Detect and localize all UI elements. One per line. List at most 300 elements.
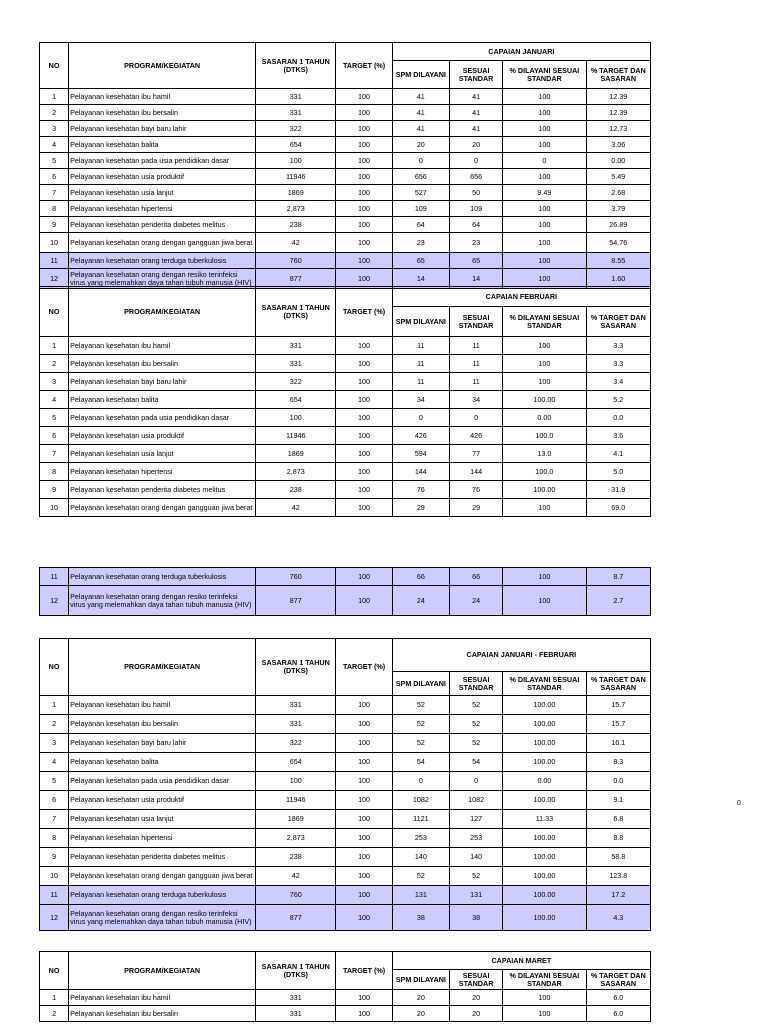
header-no: NO (40, 43, 69, 89)
table-row (40, 355, 651, 373)
row-sesuai-standar: 64 (449, 217, 502, 233)
row-sesuai-standar: 66 (449, 568, 502, 586)
row-program: Pelayanan kesehatan bayi baru lahir (69, 121, 256, 137)
row-spm-dilayani: 52 (392, 696, 449, 715)
row-sasaran: 42 (256, 499, 336, 517)
row-sasaran: 331 (256, 715, 336, 734)
row-no: 5 (40, 153, 69, 169)
row-target: 100 (336, 137, 392, 153)
row-sasaran: 100 (256, 409, 336, 427)
row-sesuai-standar: 253 (449, 829, 502, 848)
table-row (40, 201, 651, 217)
row-target: 100 (336, 169, 392, 185)
row-spm-dilayani: 23 (392, 233, 449, 253)
row-pct-target: 58.8 (586, 848, 650, 867)
header-no: NO (40, 287, 69, 337)
row-program: Pelayanan kesehatan ibu hamil (69, 696, 256, 715)
row-spm-dilayani: 527 (392, 185, 449, 201)
row-pct-target: 12.39 (586, 105, 650, 121)
row-no: 4 (40, 753, 69, 772)
row-spm-dilayani: 52 (392, 734, 449, 753)
row-target: 100 (336, 734, 392, 753)
row-target: 100 (336, 201, 392, 217)
row-pct-dilayani: 100 (503, 201, 586, 217)
row-pct-target: 0.00 (586, 153, 650, 169)
row-pct-dilayani: 100 (503, 89, 586, 105)
row-pct-target: 2.7 (586, 586, 650, 616)
table-row (40, 848, 651, 867)
row-program: Pelayanan kesehatan hipertensi (69, 201, 256, 217)
row-sesuai-standar: 38 (449, 905, 502, 931)
header-pct-dilayani: % DILAYANI SESUAI STANDAR (503, 970, 586, 990)
row-program: Pelayanan kesehatan usia produktif (69, 791, 256, 810)
row-sesuai-standar: 0 (449, 153, 502, 169)
row-sesuai-standar: 50 (449, 185, 502, 201)
row-program: Pelayanan kesehatan pada usia pendidikan dasar (69, 409, 256, 427)
table-row (40, 153, 651, 169)
row-sesuai-standar: 52 (449, 734, 502, 753)
row-sesuai-standar: 76 (449, 481, 502, 499)
table-row (40, 89, 651, 105)
row-program: Pelayanan kesehatan pada usia pendidikan dasar (69, 772, 256, 791)
row-sasaran: 42 (256, 233, 336, 253)
row-target: 100 (336, 233, 392, 253)
row-pct-target: 5.49 (586, 169, 650, 185)
header-pct-dilayani: % DILAYANI SESUAI STANDAR (503, 61, 586, 89)
row-pct-target: 12.73 (586, 121, 650, 137)
row-sasaran: 760 (256, 568, 336, 586)
row-target: 100 (336, 463, 392, 481)
row-sesuai-standar: 20 (449, 137, 502, 153)
row-sesuai-standar: 29 (449, 499, 502, 517)
row-pct-dilayani: 100 (503, 253, 586, 269)
row-program: Pelayanan kesehatan ibu bersalin (69, 105, 256, 121)
table-row (40, 445, 651, 463)
header-pct-target: % TARGET DAN SASARAN (586, 672, 650, 696)
row-pct-target: 0.0 (586, 772, 650, 791)
row-pct-dilayani: 100 (503, 269, 586, 289)
table-row (40, 886, 651, 905)
row-sesuai-standar: 52 (449, 867, 502, 886)
row-spm-dilayani: 38 (392, 905, 449, 931)
row-pct-dilayani: 0.00 (503, 772, 586, 791)
row-pct-target: 54.76 (586, 233, 650, 253)
row-sesuai-standar: 24 (449, 586, 502, 616)
row-no: 12 (40, 905, 69, 931)
row-pct-target: 26.89 (586, 217, 650, 233)
row-sasaran: 11946 (256, 169, 336, 185)
row-pct-dilayani: 13.0 (503, 445, 586, 463)
row-pct-dilayani: 100.00 (503, 886, 586, 905)
table-januari-februari (39, 638, 651, 931)
row-spm-dilayani: 253 (392, 829, 449, 848)
table-body (40, 89, 651, 289)
header-pct-target: % TARGET DAN SASARAN (586, 970, 650, 990)
table-row (40, 427, 651, 445)
header-program: PROGRAM/KEGIATAN (69, 287, 256, 337)
row-sasaran: 238 (256, 481, 336, 499)
table-row (40, 568, 651, 586)
row-spm-dilayani: 52 (392, 715, 449, 734)
table-januari (39, 42, 651, 289)
row-sasaran: 1869 (256, 810, 336, 829)
header-spm: SPM DILAYANI (392, 61, 449, 89)
row-pct-target: 15.7 (586, 696, 650, 715)
table-row (40, 990, 651, 1006)
row-sesuai-standar: 52 (449, 696, 502, 715)
table-row (40, 391, 651, 409)
header-program: PROGRAM/KEGIATAN (69, 43, 256, 89)
row-target: 100 (336, 772, 392, 791)
row-sasaran: 1869 (256, 185, 336, 201)
row-pct-target: 5.0 (586, 463, 650, 481)
row-pct-dilayani: 100 (503, 355, 586, 373)
row-pct-target: 3.3 (586, 355, 650, 373)
row-program: Pelayanan kesehatan balita (69, 391, 256, 409)
row-target: 100 (336, 89, 392, 105)
row-no: 6 (40, 427, 69, 445)
row-pct-target: 31.9 (586, 481, 650, 499)
table-row (40, 772, 651, 791)
row-pct-dilayani: 100.0 (503, 463, 586, 481)
row-pct-target: 4.3 (586, 905, 650, 931)
table-row (40, 753, 651, 772)
row-pct-target: 6.8 (586, 810, 650, 829)
row-sasaran: 331 (256, 696, 336, 715)
row-sasaran: 11946 (256, 791, 336, 810)
row-pct-dilayani: 100 (503, 217, 586, 233)
header-pct-target: % TARGET DAN SASARAN (586, 61, 650, 89)
row-spm-dilayani: 41 (392, 89, 449, 105)
table-row (40, 481, 651, 499)
row-target: 100 (336, 791, 392, 810)
row-target: 100 (336, 696, 392, 715)
section-title: CAPAIAN JANUARI (392, 43, 650, 61)
row-spm-dilayani: 34 (392, 391, 449, 409)
row-target: 100 (336, 427, 392, 445)
header-target: TARGET (%) (336, 287, 392, 337)
table-row (40, 715, 651, 734)
row-spm-dilayani: 29 (392, 499, 449, 517)
row-sasaran: 322 (256, 121, 336, 137)
row-pct-target: 0.0 (586, 409, 650, 427)
row-program: Pelayanan kesehatan orang dengan gangguan jiwa berat (69, 867, 256, 886)
header-sesuai: SESUAI STANDAR (449, 307, 502, 337)
row-no: 2 (40, 1006, 69, 1022)
row-sasaran: 654 (256, 753, 336, 772)
row-sasaran: 2,873 (256, 201, 336, 217)
row-target: 100 (336, 715, 392, 734)
row-spm-dilayani: 426 (392, 427, 449, 445)
row-sesuai-standar: 1082 (449, 791, 502, 810)
row-target: 100 (336, 269, 392, 289)
row-sasaran: 331 (256, 89, 336, 105)
row-pct-dilayani: 100 (503, 169, 586, 185)
row-pct-target: 123.8 (586, 867, 650, 886)
row-pct-dilayani: 100.00 (503, 481, 586, 499)
row-program: Pelayanan kesehatan usia lanjut (69, 445, 256, 463)
row-sasaran: 877 (256, 269, 336, 289)
row-target: 100 (336, 153, 392, 169)
table-row (40, 791, 651, 810)
row-no: 5 (40, 409, 69, 427)
table-row (40, 409, 651, 427)
row-program: Pelayanan kesehatan orang dengan gangguan jiwa berat (69, 499, 256, 517)
table-maret (39, 951, 651, 1022)
header-spm: SPM DILAYANI (392, 970, 449, 990)
row-no: 12 (40, 269, 69, 289)
row-program: Pelayanan kesehatan usia produktif (69, 427, 256, 445)
row-spm-dilayani: 20 (392, 1006, 449, 1022)
row-sesuai-standar: 41 (449, 89, 502, 105)
row-sasaran: 42 (256, 867, 336, 886)
row-pct-dilayani: 100.00 (503, 715, 586, 734)
row-program: Pelayanan kesehatan bayi baru lahir (69, 734, 256, 753)
row-pct-target: 8.3 (586, 753, 650, 772)
header-sasaran: SASARAN 1 TAHUN (DTKS) (256, 287, 336, 337)
row-sesuai-standar: 52 (449, 715, 502, 734)
row-program: Pelayanan kesehatan ibu hamil (69, 990, 256, 1006)
row-sesuai-standar: 54 (449, 753, 502, 772)
table-row (40, 734, 651, 753)
row-target: 100 (336, 829, 392, 848)
row-sasaran: 877 (256, 905, 336, 931)
row-program: Pelayanan kesehatan orang dengan resiko terinfeksi virus yang melemahkan daya tahan tubuh manusia (HIV) (69, 269, 256, 289)
row-target: 100 (336, 337, 392, 355)
stray-zero-text: 0 (737, 800, 741, 807)
row-pct-target: 9.1 (586, 791, 650, 810)
row-no: 4 (40, 137, 69, 153)
row-program: Pelayanan kesehatan orang dengan resiko terinfeksi virus yang melemahkan daya tahan tubuh manusia (HIV) (69, 905, 256, 931)
row-pct-dilayani: 9.49 (503, 185, 586, 201)
table-body (40, 990, 651, 1022)
row-program: Pelayanan kesehatan orang terduga tuberkulosis (69, 253, 256, 269)
header-target: TARGET (%) (336, 43, 392, 89)
header-sesuai: SESUAI STANDAR (449, 672, 502, 696)
row-target: 100 (336, 105, 392, 121)
row-program: Pelayanan kesehatan orang terduga tuberkulosis (69, 568, 256, 586)
row-pct-target: 4.1 (586, 445, 650, 463)
row-pct-dilayani: 100.00 (503, 867, 586, 886)
row-program: Pelayanan kesehatan ibu bersalin (69, 1006, 256, 1022)
row-sesuai-standar: 131 (449, 886, 502, 905)
row-sasaran: 654 (256, 137, 336, 153)
row-spm-dilayani: 41 (392, 105, 449, 121)
row-no: 9 (40, 481, 69, 499)
row-sasaran: 322 (256, 373, 336, 391)
row-no: 3 (40, 121, 69, 137)
row-spm-dilayani: 144 (392, 463, 449, 481)
row-spm-dilayani: 131 (392, 886, 449, 905)
header-pct-dilayani: % DILAYANI SESUAI STANDAR (503, 672, 586, 696)
row-target: 100 (336, 1006, 392, 1022)
row-no: 11 (40, 886, 69, 905)
row-program: Pelayanan kesehatan balita (69, 137, 256, 153)
table-body (40, 568, 651, 616)
row-sesuai-standar: 140 (449, 848, 502, 867)
section-title: CAPAIAN MARET (392, 952, 650, 970)
row-pct-dilayani: 100.00 (503, 734, 586, 753)
row-no: 6 (40, 169, 69, 185)
header-target: TARGET (%) (336, 639, 392, 696)
row-target: 100 (336, 373, 392, 391)
row-pct-target: 3.3 (586, 337, 650, 355)
row-sesuai-standar: 65 (449, 253, 502, 269)
row-spm-dilayani: 1121 (392, 810, 449, 829)
table-row (40, 829, 651, 848)
table-body (40, 337, 651, 517)
row-spm-dilayani: 1082 (392, 791, 449, 810)
row-no: 10 (40, 867, 69, 886)
row-pct-dilayani: 11.33 (503, 810, 586, 829)
row-sasaran: 100 (256, 772, 336, 791)
row-no: 10 (40, 233, 69, 253)
row-spm-dilayani: 109 (392, 201, 449, 217)
row-sesuai-standar: 109 (449, 201, 502, 217)
row-sesuai-standar: 20 (449, 1006, 502, 1022)
row-sesuai-standar: 426 (449, 427, 502, 445)
row-program: Pelayanan kesehatan ibu bersalin (69, 715, 256, 734)
row-pct-target: 12.39 (586, 89, 650, 105)
row-spm-dilayani: 14 (392, 269, 449, 289)
row-program: Pelayanan kesehatan bayi baru lahir (69, 373, 256, 391)
row-no: 11 (40, 568, 69, 586)
row-pct-dilayani: 100 (503, 990, 586, 1006)
row-no: 11 (40, 253, 69, 269)
table-body (40, 696, 651, 931)
table-row (40, 137, 651, 153)
row-program: Pelayanan kesehatan orang dengan gangguan jiwa berat (69, 233, 256, 253)
row-spm-dilayani: 20 (392, 990, 449, 1006)
row-no: 1 (40, 337, 69, 355)
header-sesuai: SESUAI STANDAR (449, 970, 502, 990)
table-row (40, 810, 651, 829)
row-sesuai-standar: 20 (449, 990, 502, 1006)
row-program: Pelayanan kesehatan ibu hamil (69, 337, 256, 355)
row-sasaran: 331 (256, 355, 336, 373)
row-pct-dilayani: 0 (503, 153, 586, 169)
header-sasaran: SASARAN 1 TAHUN (DTKS) (256, 639, 336, 696)
row-target: 100 (336, 990, 392, 1006)
header-no: NO (40, 952, 69, 990)
row-no: 9 (40, 217, 69, 233)
row-pct-dilayani: 100.00 (503, 848, 586, 867)
row-sesuai-standar: 11 (449, 337, 502, 355)
table-row (40, 185, 651, 201)
row-sasaran: 322 (256, 734, 336, 753)
row-sesuai-standar: 14 (449, 269, 502, 289)
row-sasaran: 100 (256, 153, 336, 169)
row-program: Pelayanan kesehatan penderita diabetes melitus (69, 848, 256, 867)
table-row (40, 905, 651, 931)
row-pct-target: 16.1 (586, 734, 650, 753)
header-pct-dilayani: % DILAYANI SESUAI STANDAR (503, 307, 586, 337)
row-no: 9 (40, 848, 69, 867)
row-no: 2 (40, 105, 69, 121)
row-spm-dilayani: 65 (392, 253, 449, 269)
row-target: 100 (336, 848, 392, 867)
row-no: 1 (40, 696, 69, 715)
table-row (40, 169, 651, 185)
section-title: CAPAIAN JANUARI - FEBRUARI (392, 639, 650, 672)
row-sasaran: 760 (256, 886, 336, 905)
row-sasaran: 11946 (256, 427, 336, 445)
row-program: Pelayanan kesehatan balita (69, 753, 256, 772)
header-sesuai: SESUAI STANDAR (449, 61, 502, 89)
row-no: 6 (40, 791, 69, 810)
table-row (40, 1006, 651, 1022)
row-target: 100 (336, 905, 392, 931)
table-row (40, 233, 651, 253)
row-target: 100 (336, 391, 392, 409)
row-spm-dilayani: 11 (392, 373, 449, 391)
section-title: CAPAIAN FEBRUARI (392, 287, 650, 307)
row-program: Pelayanan kesehatan hipertensi (69, 463, 256, 481)
row-pct-dilayani: 100 (503, 499, 586, 517)
row-program: Pelayanan kesehatan penderita diabetes melitus (69, 217, 256, 233)
row-sesuai-standar: 41 (449, 121, 502, 137)
row-target: 100 (336, 886, 392, 905)
row-pct-dilayani: 100.00 (503, 905, 586, 931)
row-sesuai-standar: 656 (449, 169, 502, 185)
row-no: 1 (40, 89, 69, 105)
row-pct-dilayani: 100 (503, 568, 586, 586)
row-sasaran: 331 (256, 105, 336, 121)
row-sasaran: 238 (256, 217, 336, 233)
header-target: TARGET (%) (336, 952, 392, 990)
row-sasaran: 1869 (256, 445, 336, 463)
row-program: Pelayanan kesehatan orang terduga tuberkulosis (69, 886, 256, 905)
header-sasaran: SASARAN 1 TAHUN (DTKS) (256, 43, 336, 89)
row-spm-dilayani: 11 (392, 337, 449, 355)
row-spm-dilayani: 54 (392, 753, 449, 772)
row-spm-dilayani: 0 (392, 772, 449, 791)
row-target: 100 (336, 753, 392, 772)
row-pct-target: 69.0 (586, 499, 650, 517)
row-spm-dilayani: 0 (392, 409, 449, 427)
row-sasaran: 331 (256, 337, 336, 355)
row-no: 3 (40, 734, 69, 753)
row-pct-target: 17.2 (586, 886, 650, 905)
header-spm: SPM DILAYANI (392, 307, 449, 337)
row-pct-dilayani: 100.00 (503, 696, 586, 715)
row-pct-dilayani: 100.00 (503, 791, 586, 810)
row-pct-dilayani: 100 (503, 337, 586, 355)
row-pct-target: 15.7 (586, 715, 650, 734)
row-program: Pelayanan kesehatan usia lanjut (69, 185, 256, 201)
table-row (40, 696, 651, 715)
row-pct-dilayani: 100 (503, 137, 586, 153)
row-pct-dilayani: 100 (503, 1006, 586, 1022)
row-no: 12 (40, 586, 69, 616)
row-pct-dilayani: 100 (503, 233, 586, 253)
row-program: Pelayanan kesehatan pada usia pendidikan dasar (69, 153, 256, 169)
row-sasaran: 2,873 (256, 463, 336, 481)
row-pct-target: 8.55 (586, 253, 650, 269)
row-target: 100 (336, 409, 392, 427)
header-program: PROGRAM/KEGIATAN (69, 952, 256, 990)
table-row (40, 586, 651, 616)
row-pct-target: 6.0 (586, 1006, 650, 1022)
row-sesuai-standar: 127 (449, 810, 502, 829)
row-pct-dilayani: 100.00 (503, 753, 586, 772)
table-row (40, 463, 651, 481)
row-sesuai-standar: 41 (449, 105, 502, 121)
row-sesuai-standar: 23 (449, 233, 502, 253)
row-pct-target: 8.7 (586, 568, 650, 586)
row-pct-dilayani: 100 (503, 373, 586, 391)
row-no: 5 (40, 772, 69, 791)
